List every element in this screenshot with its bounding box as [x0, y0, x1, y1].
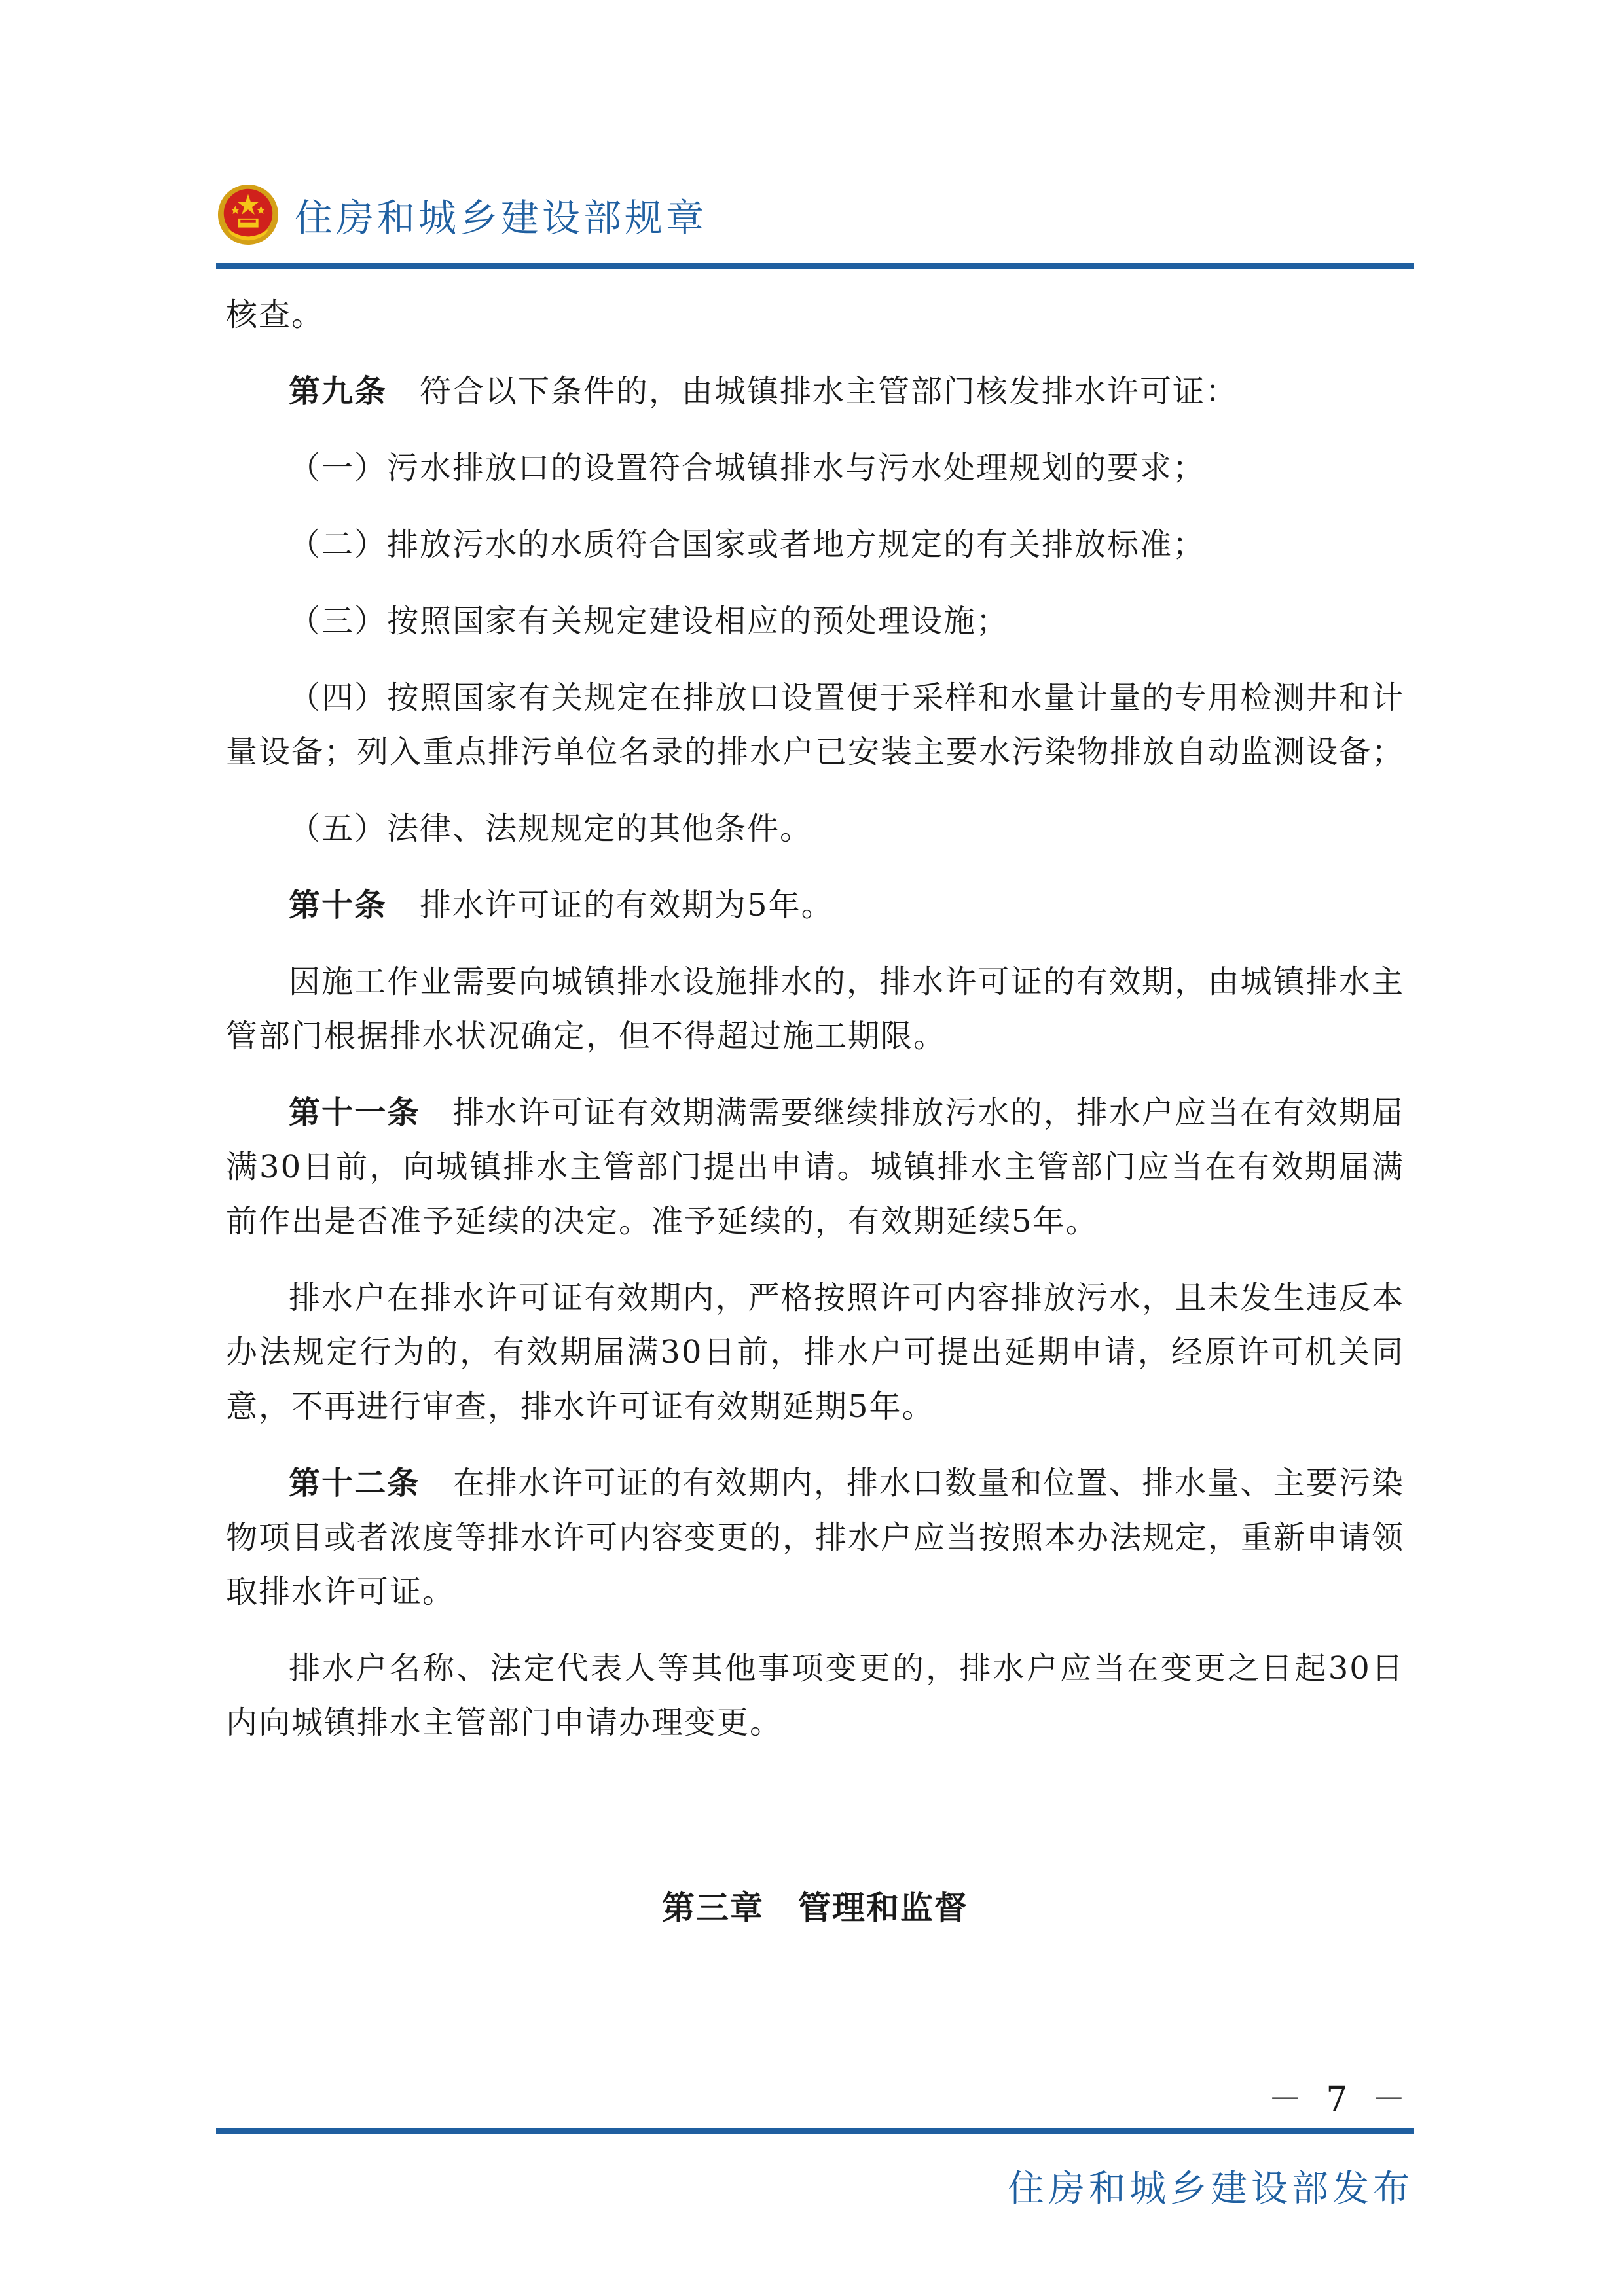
paragraph: 排水户在排水许可证有效期内，严格按照许可内容排放污水，且未发生违反本办法规定行为的，有效期届满30日前，排水户可提出延期申请，经原许可机关同意，不再进行审查，排水许可证有效期延期5年。	[226, 1280, 1404, 1425]
article-text: 在排水许可证的有效期内，排水口数量和位置、排水量、主要污染物项目或者浓度等排水许可内容变更的，排水户应当按照本办法规定，重新申请领取排水许可证。	[226, 1465, 1405, 1610]
article-11	[226, 1086, 1404, 1249]
article-label: 第九条	[289, 373, 388, 410]
list-item: （一）污水排放口的设置符合城镇排水与污水处理规划的要求；	[289, 450, 1206, 486]
list-item: （五）法律、法规规定的其他条件。	[289, 810, 813, 847]
header-divider	[216, 263, 1414, 269]
article-12	[226, 1456, 1404, 1619]
header-title: 住房和城乡建设部规章	[295, 195, 708, 240]
article-10	[226, 878, 1404, 933]
document-body	[226, 288, 1404, 1968]
list-item: （二）排放污水的水质符合国家或者地方规定的有关排放标准；	[289, 526, 1206, 563]
paragraph: 因施工作业需要向城镇排水设施排水的，排水许可证的有效期，由城镇排水主管部门根据排水状况确定，但不得超过施工期限。	[226, 963, 1404, 1054]
paragraph: 核查。	[226, 296, 325, 333]
article-9	[226, 365, 1404, 419]
article-text: 符合以下条件的，由城镇排水主管部门核发排水许可证：	[420, 373, 1239, 410]
article-text: 排水许可证的有效期为5年。	[420, 887, 834, 924]
page-number: － 7 －	[1267, 2080, 1412, 2119]
list-item: （四）按照国家有关规定在排放口设置便于采样和水量计量的专用检测井和计量设备；列入重点排污单位名录的排水户已安装主要水污染物排放自动监测设备；	[226, 679, 1405, 770]
chapter-heading: 第三章 管理和监督	[662, 1889, 968, 1927]
article-label: 第十条	[289, 887, 388, 924]
list-item: （三）按照国家有关规定建设相应的预处理设施；	[289, 603, 1010, 639]
paragraph: 排水户名称、法定代表人等其他事项变更的，排水户应当在变更之日起30日内向城镇排水主管部门申请办理变更。	[226, 1650, 1404, 1741]
page-header	[216, 180, 707, 249]
footer-publisher: 住房和城乡建设部发布	[1008, 2168, 1413, 2210]
article-text: 排水许可证有效期满需要继续排放污水的，排水户应当在有效期届满30日前，向城镇排水主管部门提出申请。城镇排水主管部门应当在有效期届满前作出是否准予延续的决定。准予延续的，有效期延续5年。	[226, 1094, 1404, 1240]
article-label: 第十二条	[289, 1465, 420, 1501]
article-label: 第十一条	[289, 1094, 420, 1131]
footer-divider	[216, 2128, 1414, 2134]
national-emblem-icon	[216, 183, 280, 247]
